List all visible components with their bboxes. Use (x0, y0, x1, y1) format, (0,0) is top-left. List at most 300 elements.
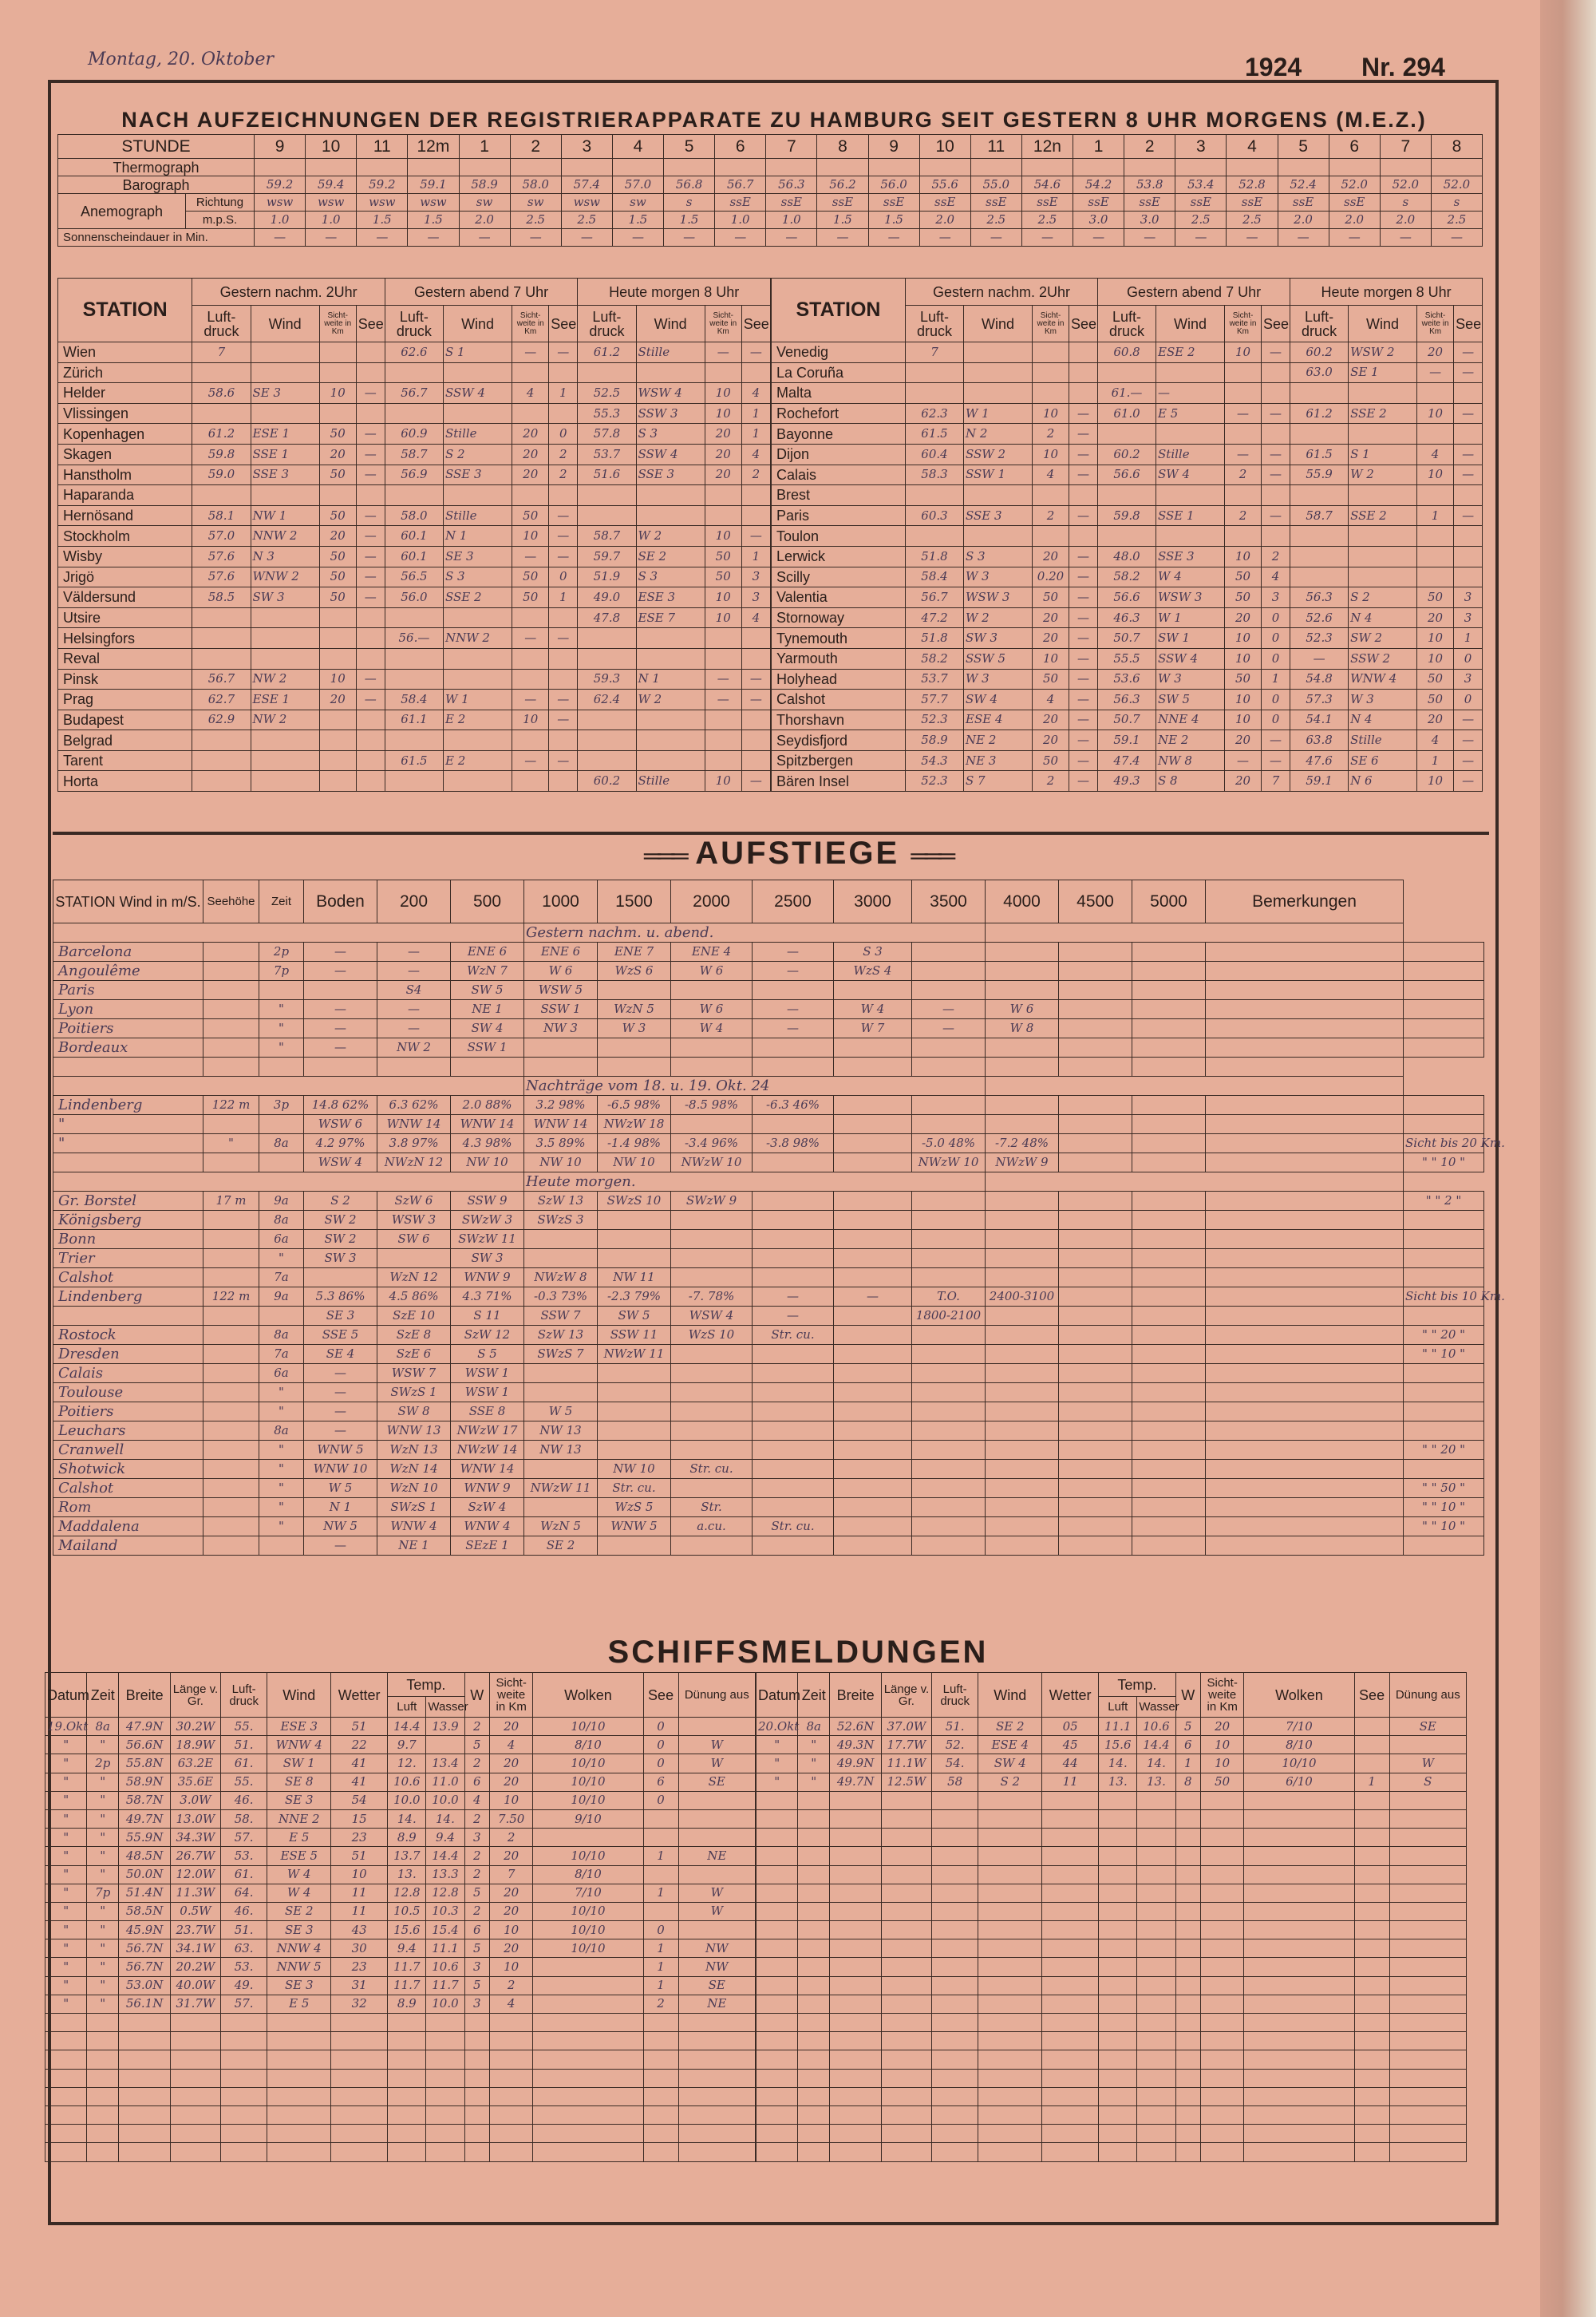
ship-value: 3 (464, 1958, 489, 1976)
ship-value (331, 2087, 388, 2105)
ship-value (1175, 2014, 1200, 2032)
ship-value: 14. (426, 1809, 464, 1828)
hour-header: 4 (1227, 135, 1278, 159)
ship-value (678, 1829, 755, 1847)
station-value: 2 (549, 465, 578, 485)
station-value: NNW 2 (443, 628, 512, 649)
station-table-left (57, 278, 771, 792)
registrier-value: — (970, 229, 1021, 247)
aufstiege-row (53, 1019, 1484, 1038)
station-value: 56.7 (906, 587, 964, 608)
ship-value: " (798, 1754, 830, 1773)
station-value: 10 (1033, 403, 1069, 424)
station-value: 50 (1417, 587, 1454, 608)
station-value (319, 648, 356, 669)
ship-value: 49.3N (830, 1736, 882, 1754)
station-value (906, 485, 964, 506)
station-value: — (1069, 750, 1098, 771)
ship-row (757, 2125, 1467, 2143)
registrier-value (306, 159, 357, 176)
aufstiege-value: 4.2 97% (304, 1134, 377, 1153)
ship-value (798, 1939, 830, 1958)
station-value: 50 (1225, 587, 1262, 608)
ship-value (1137, 1884, 1175, 1902)
ship-value: 12.5W (882, 1773, 932, 1791)
ship-value: 10 (1200, 1736, 1243, 1754)
aufstiege-bemerkung: " " 10 " (1404, 1153, 1484, 1172)
ship-value (1389, 1847, 1466, 1865)
ship-value (1042, 2143, 1099, 2161)
aufstiege-column-header: 4500 (1059, 880, 1132, 923)
station-value: 10 (1417, 648, 1454, 669)
station-value: 58.9 (906, 730, 964, 751)
ship-value: 15 (331, 1809, 388, 1828)
registrier-value: ssE (1073, 194, 1124, 212)
station-value: — (1262, 730, 1290, 751)
ship-value: 13.3 (426, 1865, 464, 1884)
aufstiege-row (53, 1345, 1484, 1364)
aufstiege-value (912, 1460, 986, 1479)
ship-value (426, 2032, 464, 2050)
station-value: — (741, 690, 770, 710)
ship-value (1244, 2143, 1354, 2161)
ship-value: 55.8N (119, 1754, 171, 1773)
aufstiege-value (834, 1230, 912, 1249)
aufstiege-value (1059, 1019, 1132, 1038)
ship-value: 2 (464, 1754, 489, 1773)
station-row (772, 342, 1483, 363)
hour-header: 2 (1124, 135, 1175, 159)
anemograph-label: Anemograph (58, 194, 186, 229)
station-value: 10 (1225, 648, 1262, 669)
ship-value (1137, 1791, 1175, 1809)
aufstiege-bemerkung (1404, 1096, 1484, 1115)
station-value: 56.7 (385, 383, 443, 404)
station-value: 20 (512, 424, 549, 445)
station-value (705, 710, 741, 730)
ship-value (1244, 1958, 1354, 1976)
column-header: Luft-druck (192, 306, 251, 342)
station-value: 60.1 (385, 546, 443, 567)
station-value (251, 342, 319, 363)
ship-value (464, 2105, 489, 2124)
ship-value (757, 1791, 798, 1809)
ship-row (757, 1736, 1467, 1754)
station-value (319, 710, 356, 730)
station-name: Prag (58, 690, 192, 710)
aufstiege-value: NW 10 (451, 1153, 524, 1172)
ship-value (978, 2125, 1042, 2143)
registrier-value: ssE (970, 194, 1021, 212)
ship-value (1354, 1829, 1389, 1847)
station-value: 20 (512, 465, 549, 485)
ship-value (830, 2125, 882, 2143)
ship-value: 58.5N (119, 1902, 171, 1920)
station-value (385, 669, 443, 690)
aufstiege-value: WSW 7 (377, 1364, 451, 1383)
aufstiege-value (912, 1441, 986, 1460)
station-value: 47.6 (1290, 750, 1349, 771)
aufstiege-row (53, 1134, 1484, 1153)
ship-value: 47.9N (119, 1718, 171, 1736)
station-value: E 5 (1156, 403, 1225, 424)
station-value: S 1 (443, 342, 512, 363)
station-value: 10 (1417, 771, 1454, 792)
ship-value (643, 1829, 678, 1847)
column-header: See (356, 306, 385, 342)
ship-value (757, 1976, 798, 1995)
ship-value (931, 2032, 978, 2050)
ship-value: NNE 2 (267, 1809, 331, 1828)
aufstiege-row (53, 1326, 1484, 1345)
ship-value: 11.7 (388, 1976, 426, 1995)
ship-value: 0.5W (171, 1902, 221, 1920)
station-value (705, 505, 741, 526)
aufstiege-value: SEzE 1 (451, 1536, 524, 1556)
ship-value (978, 2143, 1042, 2161)
station-name: Hanstholm (58, 465, 192, 485)
ship-value: 10.3 (426, 1902, 464, 1920)
ship-value (931, 1884, 978, 1902)
station-value: 1 (741, 546, 770, 567)
ship-value: S (1389, 1773, 1466, 1791)
station-value (356, 750, 385, 771)
aufstiege-value (986, 1536, 1059, 1556)
ship-value: 11.0 (426, 1773, 464, 1791)
aufstiege-value (524, 1249, 598, 1268)
station-name: Haparanda (58, 485, 192, 506)
ship-value: 14. (1137, 1754, 1175, 1773)
station-value: — (356, 567, 385, 587)
hour-header: 10 (306, 135, 357, 159)
aufstiege-value (986, 1307, 1059, 1326)
aufstiege-value (1132, 1326, 1206, 1345)
ship-value (464, 2032, 489, 2050)
ship-value (1099, 2143, 1137, 2161)
station-row (772, 403, 1483, 424)
ship-value: 6 (464, 1921, 489, 1939)
ship-value: 8 (1175, 1773, 1200, 1791)
aufstiege-seehoehe (203, 1019, 259, 1038)
aufstiege-value: S 5 (451, 1345, 524, 1364)
aufstiege-value: WNW 4 (451, 1517, 524, 1536)
ship-value (643, 1865, 678, 1884)
ship-value (1099, 1939, 1137, 1958)
station-value: 62.6 (385, 342, 443, 363)
station-value: 2 (1225, 465, 1262, 485)
ship-value: 8a (87, 1718, 119, 1736)
ship-column-header: Wolken (533, 1673, 643, 1718)
station-row (772, 587, 1483, 608)
ship-column-header: Sicht-weite in Km (489, 1673, 532, 1718)
station-value: SE 1 (1349, 362, 1417, 383)
ship-value: 58. (220, 1809, 267, 1828)
aufstiege-value: W 8 (986, 1019, 1059, 1038)
aufstiege-value (304, 981, 377, 1000)
ship-value: 30.2W (171, 1718, 221, 1736)
station-value: WNW 4 (1349, 669, 1417, 690)
ship-value (1175, 1829, 1200, 1847)
station-value: 0 (549, 424, 578, 445)
ship-value (1244, 1791, 1354, 1809)
ship-value (931, 2087, 978, 2105)
station-value (1069, 485, 1098, 506)
aufstiege-value (912, 1192, 986, 1211)
ship-value (798, 1921, 830, 1939)
registrier-value: — (459, 229, 510, 247)
aufstiege-value (986, 1326, 1059, 1345)
ship-value: 56.7N (119, 1958, 171, 1976)
ship-column-header: Dünung aus (678, 1673, 755, 1718)
ship-value: 10/10 (533, 1902, 643, 1920)
station-row (58, 587, 771, 608)
station-name: Stockholm (58, 526, 192, 547)
aufstiege-value (671, 1211, 753, 1230)
aufstiege-value (986, 1115, 1059, 1134)
ship-value: 10 (489, 1921, 532, 1939)
station-value: 58.2 (1098, 567, 1156, 587)
aufstiege-value: WSW 4 (671, 1307, 753, 1326)
station-value (636, 750, 705, 771)
ship-value (533, 2050, 643, 2069)
registrier-value: sw (459, 194, 510, 212)
aufstiege-value: NWzW 8 (524, 1268, 598, 1287)
ship-value (1389, 2125, 1466, 2143)
station-value (319, 485, 356, 506)
column-header: Luft-druck (906, 306, 964, 342)
hour-header: 3 (1175, 135, 1227, 159)
ship-value: 5 (464, 1736, 489, 1754)
registrier-row (58, 212, 1483, 229)
ship-value (1200, 1958, 1243, 1976)
ship-value (1354, 2069, 1389, 2087)
ship-value (798, 1865, 830, 1884)
ship-value (1175, 1902, 1200, 1920)
registrier-value (459, 159, 510, 176)
ship-value (220, 2143, 267, 2161)
aufstiege-value (524, 1038, 598, 1058)
station-value: 20 (1033, 628, 1069, 649)
aufstiege-title: ═══ AUFSTIEGE ═══ (643, 836, 953, 871)
ship-value: 19.Okt (45, 1718, 87, 1736)
temp-wasser-header: Wasser (426, 1697, 464, 1718)
ship-value: S 2 (978, 1773, 1042, 1791)
ship-value: 4 (489, 1995, 532, 2013)
aufstiege-seehoehe (203, 1211, 259, 1230)
registrier-value: ssE (1175, 194, 1227, 212)
ship-value (798, 1958, 830, 1976)
ship-value (1354, 2050, 1389, 2069)
ship-row (45, 1736, 756, 1754)
station-table-right (771, 278, 1483, 792)
ship-value (1200, 1976, 1243, 1995)
ship-value: 9.4 (426, 1829, 464, 1847)
aufstiege-value: W 6 (986, 1000, 1059, 1019)
ship-value (1099, 1995, 1137, 2013)
ship-value: 54. (931, 1754, 978, 1773)
aufstiege-value (986, 1364, 1059, 1383)
ship-value (331, 2069, 388, 2087)
ship-value: 6/10 (1244, 1773, 1354, 1791)
ship-value: 1 (643, 1939, 678, 1958)
ship-value: NNW 4 (267, 1939, 331, 1958)
ship-value (1389, 1921, 1466, 1939)
station-value: — (549, 526, 578, 547)
ship-value (798, 2069, 830, 2087)
ship-value: SE (678, 1976, 755, 1995)
aufstiege-column-header: 5000 (1132, 880, 1206, 923)
ship-value: 55.9N (119, 1829, 171, 1847)
station-value: — (1262, 465, 1290, 485)
ship-value (1099, 1884, 1137, 1902)
aufstiege-value: WNW 5 (304, 1441, 377, 1460)
ship-value (1042, 2105, 1099, 2124)
station-value: 50 (512, 505, 549, 526)
ship-value: " (45, 1847, 87, 1865)
station-value: 56.5 (385, 567, 443, 587)
station-value (1069, 342, 1098, 363)
ship-value (931, 2014, 978, 2032)
ship-value: 2 (643, 1995, 678, 2013)
registrier-value: wsw (408, 194, 459, 212)
aufstiege-value: — (377, 1000, 451, 1019)
station-value: 59.3 (578, 669, 636, 690)
aufstiege-value: WzS 6 (598, 962, 671, 981)
ship-header-row (757, 1673, 1467, 1697)
aufstiege-bemerkung (1404, 1115, 1484, 1134)
aufstiege-value: SWzW 9 (671, 1192, 753, 1211)
aufstiege-row (53, 1383, 1484, 1402)
column-header: Sicht-weite in Km (1225, 306, 1262, 342)
station-value (1225, 526, 1262, 547)
registrier-value: 52.0 (1431, 176, 1482, 194)
ship-value: 30 (331, 1939, 388, 1958)
aufstiege-value: 14.8 62% (304, 1096, 377, 1115)
station-value: 59.8 (192, 444, 251, 465)
ship-value: 14.4 (388, 1718, 426, 1736)
station-value: 10 (1225, 546, 1262, 567)
ship-row (757, 2032, 1467, 2050)
blank-cell (259, 1058, 304, 1077)
aufstiege-value (834, 1268, 912, 1287)
aufstiege-value (598, 1402, 671, 1421)
ship-value: SE (1389, 1718, 1466, 1736)
station-value: SW 2 (1349, 628, 1417, 649)
station-value (319, 771, 356, 792)
station-value: 10 (512, 526, 549, 547)
registrier-value: — (1227, 229, 1278, 247)
ship-value (882, 2014, 932, 2032)
ship-value (1042, 1976, 1099, 1995)
ship-row (757, 1829, 1467, 1847)
station-value: SSE 2 (1349, 403, 1417, 424)
station-name: Holyhead (772, 669, 906, 690)
registrier-value: 2.5 (970, 212, 1021, 229)
ship-value (171, 2087, 221, 2105)
aufstiege-value: WzN 5 (524, 1517, 598, 1536)
aufstiege-value (986, 1249, 1059, 1268)
station-value: 63.0 (1290, 362, 1349, 383)
station-value: N 1 (443, 526, 512, 547)
aufstiege-value: SE 4 (304, 1345, 377, 1364)
station-value: SSE 3 (443, 465, 512, 485)
ship-value (1354, 1921, 1389, 1939)
aufstiege-value (1132, 1115, 1206, 1134)
ship-value: 10.0 (426, 1791, 464, 1809)
ship-value (931, 1921, 978, 1939)
ship-value (1042, 1958, 1099, 1976)
station-value: — (705, 342, 741, 363)
registrier-value: 55.6 (919, 176, 970, 194)
ship-value (464, 2143, 489, 2161)
ship-value (1389, 1995, 1466, 2013)
ship-value (489, 2105, 532, 2124)
ship-value: 4 (489, 1736, 532, 1754)
station-value: Stille (1349, 730, 1417, 751)
aufstiege-value (671, 1364, 753, 1383)
ship-value (830, 1809, 882, 1828)
ship-value (643, 2050, 678, 2069)
aufstiege-value (671, 1115, 753, 1134)
station-name: Dijon (772, 444, 906, 465)
station-name: Skagen (58, 444, 192, 465)
ship-value (464, 2087, 489, 2105)
station-value: 1 (1262, 669, 1290, 690)
aufstiege-value: WNW 4 (377, 1517, 451, 1536)
ship-value (1175, 2032, 1200, 2050)
station-value: S 3 (636, 424, 705, 445)
ship-value (1389, 2087, 1466, 2105)
hour-header: 7 (766, 135, 817, 159)
ship-value (533, 2069, 643, 2087)
ship-value (1175, 2125, 1200, 2143)
hour-header: 8 (1431, 135, 1482, 159)
station-value: 4 (741, 444, 770, 465)
station-value (1033, 342, 1069, 363)
station-value (1349, 424, 1417, 445)
aufstiege-value: SSW 9 (451, 1192, 524, 1211)
aufstiege-bemerkung (1404, 1038, 1484, 1058)
aufstiege-zeit: 6a (259, 1230, 304, 1249)
ship-value: " (798, 1773, 830, 1791)
aufstiege-value: NE 1 (377, 1536, 451, 1556)
aufstiege-row (53, 1192, 1484, 1211)
ship-value (643, 1809, 678, 1828)
station-value: 10 (1033, 648, 1069, 669)
station-value (1098, 526, 1156, 547)
registrier-value: sw (510, 194, 561, 212)
ship-value: 11.3W (171, 1884, 221, 1902)
aufstiege-value: S 3 (834, 943, 912, 962)
ship-value: 3 (464, 1995, 489, 2013)
aufstiege-station (53, 1307, 203, 1326)
aufstiege-value: SzW 13 (524, 1326, 598, 1345)
station-value (1454, 424, 1483, 445)
ship-value (978, 2087, 1042, 2105)
aufstiege-value (753, 1498, 834, 1517)
ship-value (388, 2143, 426, 2161)
ship-row (757, 1847, 1467, 1865)
aufstiege-value (1206, 1307, 1404, 1326)
ship-value: 46. (220, 1902, 267, 1920)
station-value (741, 628, 770, 649)
ship-value (643, 2105, 678, 2124)
ship-value (882, 1902, 932, 1920)
ship-value (1389, 1939, 1466, 1958)
aufstiege-zeit (259, 1307, 304, 1326)
ship-value (1244, 2032, 1354, 2050)
ship-row (757, 1921, 1467, 1939)
